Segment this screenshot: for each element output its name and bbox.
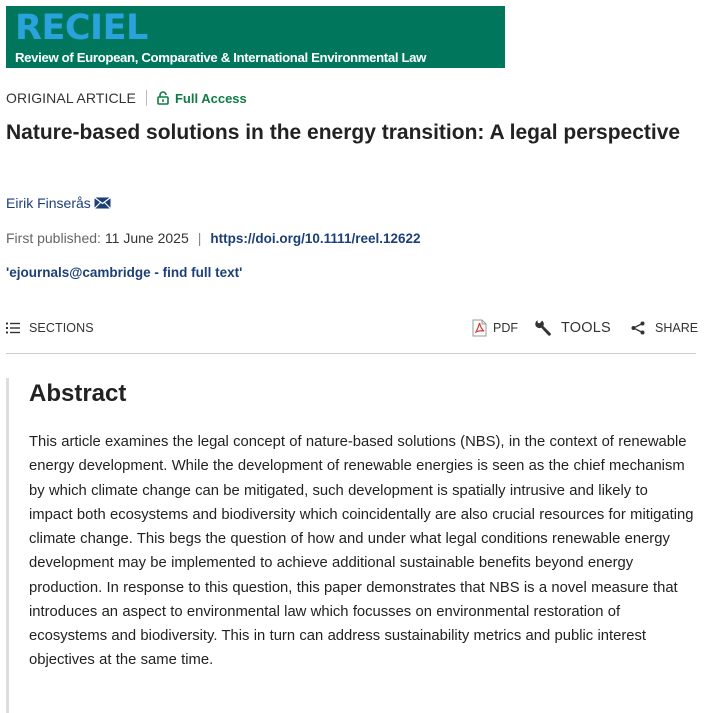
- abstract-section: [6, 378, 699, 713]
- published-date: 11 June 2025: [104, 230, 189, 246]
- fulltext-link[interactable]: 'ejournals@cambridge - find full text': [6, 264, 243, 280]
- author-row: [6, 193, 111, 213]
- doi-link[interactable]: https://doi.org/10.1111/reel.12622: [210, 230, 421, 246]
- share-button[interactable]: [631, 316, 698, 340]
- pdf-icon: [472, 319, 487, 337]
- email-icon[interactable]: [94, 197, 111, 209]
- sections-label: SECTIONS: [29, 321, 94, 335]
- abstract-text: This article examines the legal concept of nature-based solutions (NBS), in the context of renewable energy development. While the development of renewable energies is seen as the chief mechanism by which climate change can be mitigated, such development is spatially intrusive and likely to impact both ecosystems and biodiversity which coincidentally are also crucial resources for mitigating climate change. This begs the question of how and under what legal conditions renewable energy development may be implemented to achieve additional sustainable benefits beyond energy production. In response to this question, this paper demonstrates that NBS is a novel measure that introduces an aspect to environmental law which focusses on environmental restoration of ecosystems and biodiversity. This in turn can address sustainability metrics and public interest objectives at the same time.: [29, 434, 694, 669]
- wrench-icon: [534, 319, 552, 337]
- journal-brand: RECIEL: [15, 8, 148, 48]
- published-label: First published:: [6, 230, 101, 246]
- article-title: Nature-based solutions in the energy transition: A legal perspective: [6, 121, 681, 144]
- list-icon: [6, 322, 20, 334]
- article-meta-row: [6, 88, 247, 108]
- sections-button[interactable]: [6, 316, 94, 340]
- pdf-button[interactable]: [472, 316, 518, 340]
- author-link[interactable]: Eirik Finserås: [6, 195, 91, 211]
- share-label: SHARE: [655, 321, 699, 335]
- tools-button[interactable]: [534, 316, 611, 340]
- journal-subtitle: Review of European, Comparative & International Environmental Law: [15, 50, 427, 65]
- article-toolbar: [6, 316, 699, 340]
- access-badge: [157, 91, 247, 106]
- access-label: Full Access: [174, 90, 247, 106]
- abstract-heading: Abstract: [29, 380, 127, 407]
- pipe-separator: |: [197, 230, 202, 246]
- toolbar-divider: [6, 353, 696, 354]
- tools-label: TOOLS: [561, 320, 611, 336]
- journal-banner[interactable]: [6, 6, 505, 68]
- publication-row: [6, 228, 421, 248]
- unlock-icon: [157, 91, 169, 105]
- divider: [146, 90, 147, 106]
- article-type: ORIGINAL ARTICLE: [6, 90, 136, 106]
- share-icon: [631, 321, 645, 335]
- pdf-label: PDF: [493, 321, 518, 335]
